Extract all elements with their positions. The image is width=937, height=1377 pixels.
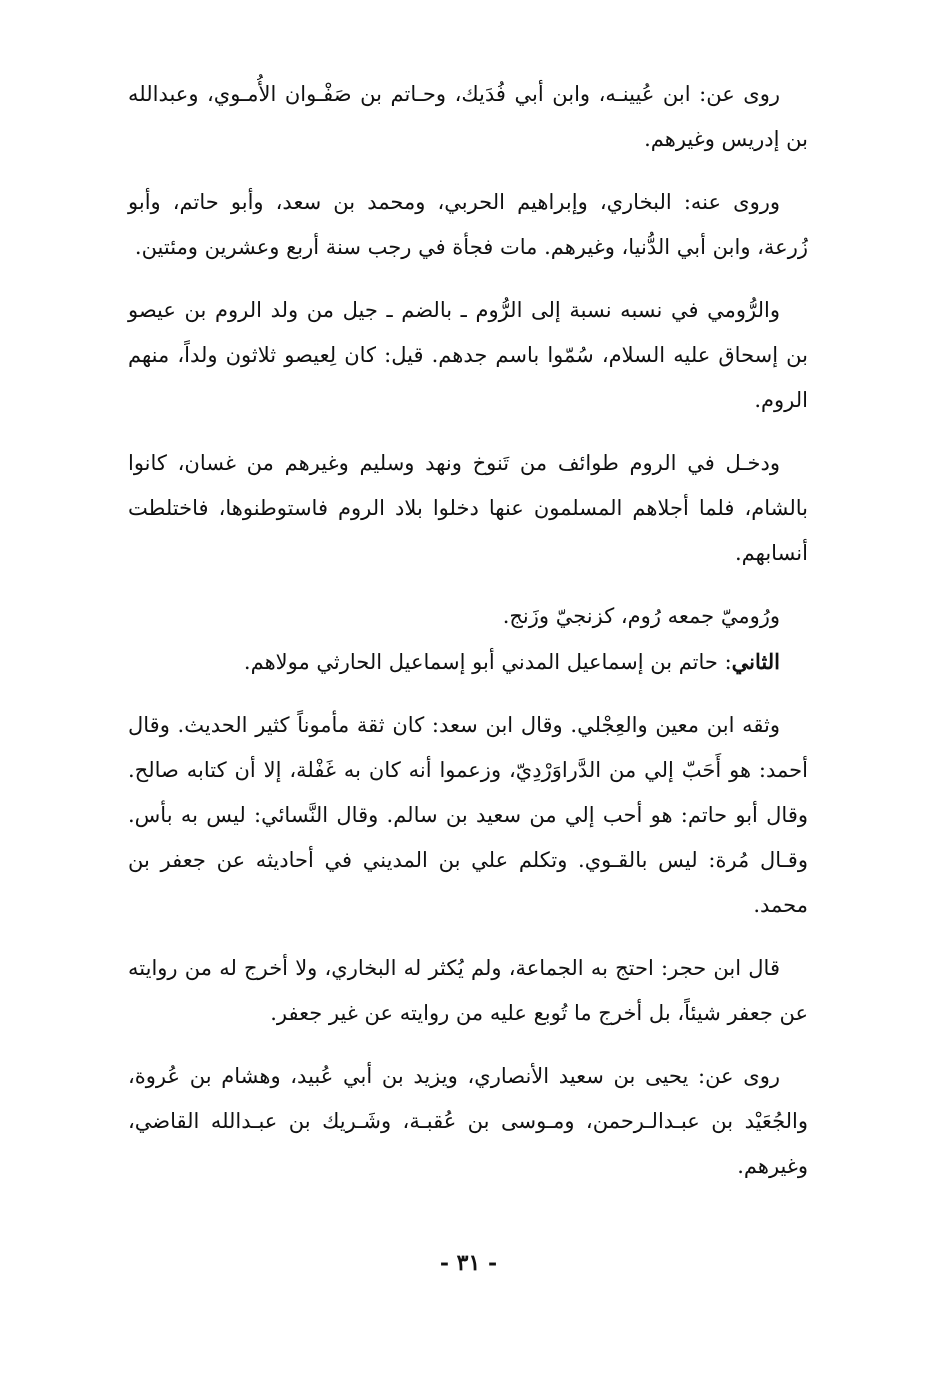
paragraph-rumi-lineage: والرُّومي في نسبه نسبة إلى الرُّوم ـ بالضم ـ جيل من ولد الروم بن عيصو بن إسحاق عليه السلام، سُمّوا باسم جدهم. قيل: كان لِعيصو ثلاثون ولداً، منهم الروم. xyxy=(128,298,808,412)
second-entry-text: : حاتم بن إسماعيل المدني أبو إسماعيل الحارثي مولاهم. xyxy=(243,650,732,674)
plural-note: ورُوميّ جمعه رُوم، كزنجيّ وزَنج. xyxy=(502,604,780,628)
document-page xyxy=(128,72,808,1322)
paragraph-trustworthiness: وثقه ابن معين والعِجْلي. وقال ابن سعد: كان ثقة مأموناً كثير الحديث. وقال أحمد: هو أَحَبّ إلي من الدَّراوَرْدِيّ، وزعموا أنه كان به غَفْلة، إلا أن كتابه صالح. وقال أبو حاتم: هو أحب إلي من سعيد بن سالم. وقال النَّسائي: ليس به بأس. وقـال مُرة: ليس بالقـوي. وتكلم علي بن المديني في أحاديثه عن جعفر بن محمد. xyxy=(128,713,808,917)
paragraph-narrated-from: روى عن: ابن عُيينـه، وابن أبي فُدَيك، وحـاتم بن صَفْـوان الأُمـوي، وعبدالله بن إدريس وغيرهم. xyxy=(128,82,808,151)
paragraph-ibn-hajar: قال ابن حجر: احتج به الجماعة، ولم يُكثر له البخاري، ولا أخرج له من روايته عن جعفر شيئاً، بل أخرج ما تُوبع عليه من روايته عن غير جعفر. xyxy=(128,956,808,1025)
paragraph-narrated-by: وروى عنه: البخاري، وإبراهيم الحربي، ومحمد بن سعد، وأبو حاتم، وأبو زُرعة، وابن أبي الدُّنيا، وغيرهم. مات فجأة في رجب سنة أربع وعشرين ومئتين. xyxy=(128,190,808,259)
paragraph-tribes-entry: ودخـل في الروم طوائف من تَنوخ ونهد وسليم وغيرهم من غسان، كانوا بالشام، فلما أجلاهم المسلمون عنها دخلوا بلاد الروم فاستوطنوها، فاختلطت أنسابهم. xyxy=(128,451,808,565)
second-entry-label: الثاني xyxy=(731,649,780,674)
page-number: - ٣١ - xyxy=(439,1250,498,1276)
paragraph-narrated-from-second: روى عن: يحيى بن سعيد الأنصاري، ويزيد بن أبي عُبيد، وهشام بن عُروة، والجُعَيْد بن عبـدالـرحمن، ومـوسى بن عُقبـة، وشَـريك بن عبـدالله القاضي، وغيرهم. xyxy=(128,1064,808,1178)
second-entry xyxy=(128,639,808,685)
